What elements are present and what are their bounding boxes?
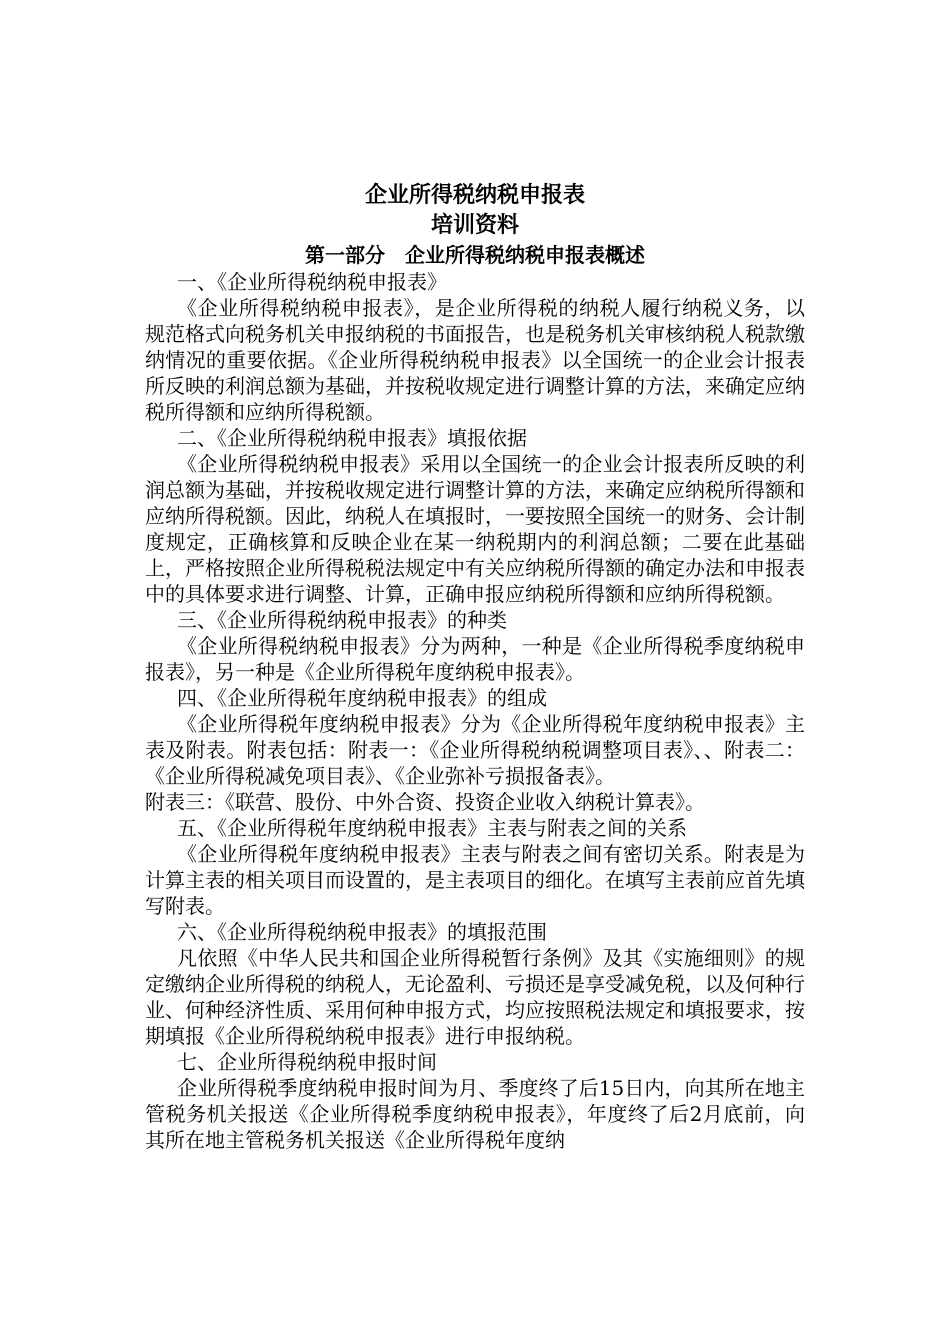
section-heading: 六、《企业所得税纳税申报表》的填报范围: [177, 920, 547, 944]
document-title: 企业所得税纳税申报表: [364, 183, 585, 208]
document-subtitle: 培训资料: [430, 213, 519, 238]
paragraph: 《企业所得税年度纳税申报表》主表与附表之间有密切关系。附表是为计算主表的相关项目而设置的，是主表项目的细化。在填写主表前应首先填写附表。: [145, 842, 805, 918]
part-title: 第一部分 企业所得税纳税申报表概述: [305, 243, 645, 267]
section-heading: 一、《企业所得税纳税申报表》: [177, 270, 447, 294]
paragraph: 凡依照《中华人民共和国企业所得税暂行条例》及其《实施细则》的规定缴纳企业所得税的纳税人，无论盈利、亏损还是享受减免税，以及何种行业、何种经济性质、采用何种申报方式，均应按照税法规定和填报要求，按期填报《企业所得税纳税申报表》进行申报纳税。: [145, 946, 805, 1048]
document-body: [145, 181, 805, 1153]
paragraph: 《企业所得税纳税申报表》采用以全国统一的企业会计报表所反映的利润总额为基础，并按税收规定进行调整计算的方法，来确定应纳税所得额和应纳所得税额。因此，纳税人在填报时，一要按照全国统一的财务、会计制度规定，正确核算和反映企业在某一纳税期内的利润总额；二要在此基础上，严格按照企业所得税税法规定中有关应纳税所得额的确定办法和申报表中的具体要求进行调整、计算，正确申报应纳税所得额和应纳所得税额。: [145, 452, 805, 606]
paragraph: 《企业所得税年度纳税申报表》分为《企业所得税年度纳税申报表》主表及附表。附表包括：附表一：《企业所得税纳税调整项目表》、、附表二：《企业所得税减免项目表》、《企业弥补亏损报备表》。: [145, 712, 805, 788]
section-heading: 二、《企业所得税纳税申报表》填报依据: [177, 426, 527, 450]
paragraph: 企业所得税季度纳税申报时间为月、季度终了后15日内，向其所在地主管税务机关报送《企业所得税季度纳税申报表》，年度终了后2月底前，向其所在地主管税务机关报送《企业所得税年度纳: [145, 1076, 805, 1152]
paragraph: 《企业所得税纳税申报表》，是企业所得税的纳税人履行纳税义务，以规范格式向税务机关申报纳税的书面报告，也是税务机关审核纳税人税款缴纳情况的重要依据。《企业所得税纳税申报表》以全国统一的企业会计报表所反映的利润总额为基础，并按税收规定进行调整计算的方法，来确定应纳税所得额和应纳所得税额。: [145, 296, 805, 424]
section-heading: 七、企业所得税纳税申报时间: [177, 1050, 437, 1074]
section-heading: 五、《企业所得税年度纳税申报表》主表与附表之间的关系: [177, 816, 687, 840]
paragraph: 附表三：《联营、股份、中外合资、投资企业收入纳税计算表》。: [145, 790, 705, 814]
paragraph: 《企业所得税纳税申报表》分为两种，一种是《企业所得税季度纳税申报表》，另一种是《企业所得税年度纳税申报表》。: [145, 634, 805, 684]
section-heading: 三、《企业所得税纳税申报表》的种类: [177, 608, 507, 632]
section-heading: 四、《企业所得税年度纳税申报表》的组成: [177, 686, 547, 710]
